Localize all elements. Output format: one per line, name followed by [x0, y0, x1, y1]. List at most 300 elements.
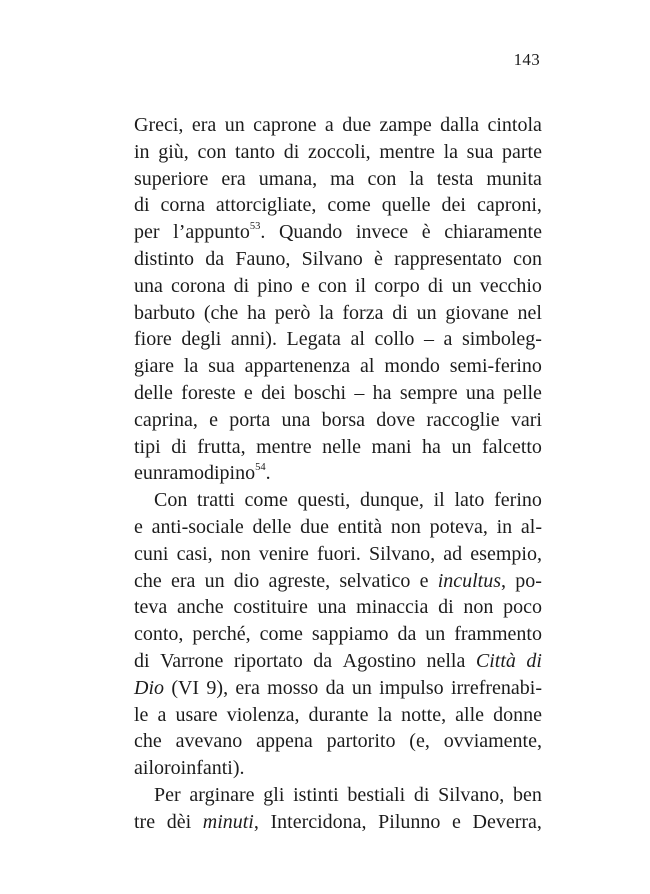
- text-fragment: donne: [493, 703, 542, 726]
- word: [428, 273, 444, 300]
- word: [134, 246, 194, 273]
- text-line: [134, 192, 542, 219]
- text-fragment: anti-sociale: [151, 515, 244, 538]
- word: [181, 380, 235, 407]
- text-fragment: questi,: [297, 489, 351, 512]
- text-fragment: Agostino: [342, 649, 416, 672]
- text-fragment: po-: [515, 569, 542, 592]
- word: [369, 541, 435, 568]
- text-fragment: appartenenza: [244, 355, 351, 378]
- text-fragment: rappresentato: [394, 247, 502, 270]
- word: [445, 300, 508, 327]
- text-fragment: .: [260, 221, 266, 244]
- text-fragment: anni).: [230, 328, 277, 351]
- text-fragment: di: [438, 596, 454, 619]
- word: [425, 621, 445, 648]
- word: [158, 139, 189, 166]
- text-fragment: pelle: [503, 381, 542, 404]
- text-fragment: dove: [376, 408, 416, 431]
- word: [380, 112, 432, 139]
- text-fragment: il: [433, 489, 445, 512]
- word: [270, 809, 366, 836]
- text-fragment: l’appunto: [173, 221, 250, 244]
- word: [373, 380, 392, 407]
- word: [282, 407, 311, 434]
- word: [197, 434, 245, 461]
- word: [171, 273, 225, 300]
- text-fragment: dei: [261, 381, 286, 404]
- word: [473, 809, 542, 836]
- word: [298, 487, 351, 514]
- text-fragment: di: [392, 301, 408, 324]
- word: [515, 568, 542, 595]
- word: [521, 514, 542, 541]
- footnote-ref: 54: [255, 461, 266, 473]
- text-fragment: pino: [257, 274, 293, 297]
- text-fragment: testa: [436, 167, 474, 190]
- italic-text: Città: [475, 649, 516, 672]
- word: [160, 648, 223, 675]
- text-fragment: la: [377, 703, 393, 726]
- word: [422, 434, 441, 461]
- word: [256, 728, 313, 755]
- text-fragment: dalla: [440, 114, 480, 136]
- text-fragment: chiaramente: [444, 221, 542, 244]
- footnote-ref: 53: [249, 220, 261, 232]
- word: [409, 166, 423, 193]
- text-fragment: una: [134, 274, 163, 297]
- text-fragment: un: [416, 301, 437, 324]
- text-fragment: umana,: [258, 167, 318, 190]
- text-fragment: sappiamo: [311, 623, 389, 646]
- text-fragment: ha: [247, 301, 266, 324]
- text-fragment: Deverra,: [472, 810, 542, 833]
- text-line: [134, 648, 542, 675]
- text-fragment: Fauno,: [235, 247, 291, 270]
- text-fragment: arginare: [189, 783, 255, 806]
- text-line: [134, 809, 542, 836]
- text-line: [134, 407, 542, 434]
- word: [451, 675, 542, 702]
- word: [175, 702, 217, 729]
- word: [167, 809, 191, 836]
- text-fragment: ai: [134, 757, 149, 780]
- text-fragment: caproni,: [476, 194, 542, 217]
- word: [327, 728, 396, 755]
- text-fragment: infanti).: [180, 757, 245, 780]
- text-fragment: non: [390, 515, 421, 538]
- word: [318, 594, 347, 621]
- text-fragment: vecchio: [479, 274, 542, 297]
- word: [253, 112, 316, 139]
- word: [259, 166, 317, 193]
- word: [486, 166, 542, 193]
- word: [205, 568, 225, 595]
- text-fragment: ,: [501, 569, 507, 592]
- text-line: [134, 755, 542, 782]
- word: [426, 407, 499, 434]
- word: [134, 300, 195, 327]
- text-fragment: era: [221, 167, 246, 190]
- text-fragment: giare: [134, 355, 174, 378]
- text-fragment: al-: [520, 515, 542, 538]
- word: [235, 675, 259, 702]
- text-fragment: superiore: [134, 167, 209, 190]
- text-fragment: corona: [171, 274, 226, 297]
- text-line: [134, 112, 542, 139]
- text-fragment: nella: [426, 649, 466, 672]
- text-fragment: conto,: [134, 623, 184, 646]
- word: [134, 407, 198, 434]
- text-fragment: parte: [502, 140, 542, 163]
- text-fragment: Legata: [286, 328, 341, 351]
- text-fragment: ferino: [494, 489, 542, 512]
- word: [134, 541, 168, 568]
- text-fragment: e: [134, 515, 143, 538]
- text-fragment: e: [134, 462, 143, 485]
- word: [181, 326, 221, 353]
- italic-text: Dio: [134, 676, 164, 699]
- word: [134, 755, 148, 782]
- word: [225, 112, 245, 139]
- text-fragment: in: [134, 140, 150, 163]
- text-fragment: poteva,: [429, 515, 488, 538]
- word: [319, 300, 333, 327]
- text-fragment: era: [191, 114, 217, 136]
- text-line: [134, 219, 542, 246]
- text-fragment: di: [233, 274, 250, 297]
- word: [352, 675, 372, 702]
- text-fragment: Pilunno: [378, 810, 441, 833]
- text-fragment: 9),: [206, 676, 229, 699]
- word: [372, 434, 412, 461]
- text-fragment: poco: [503, 596, 542, 619]
- text-line: [134, 675, 542, 702]
- word: [205, 246, 224, 273]
- italic-text: di: [526, 649, 542, 672]
- word: [450, 353, 542, 380]
- text-fragment: di: [203, 462, 220, 485]
- text-fragment: frutta,: [197, 435, 246, 458]
- word: [263, 782, 284, 809]
- word: [154, 782, 181, 809]
- word: [253, 514, 292, 541]
- text-fragment: e: [452, 810, 461, 833]
- word: [203, 809, 259, 836]
- word: [309, 702, 369, 729]
- word: [384, 353, 440, 380]
- word: [235, 246, 290, 273]
- word: [487, 112, 541, 139]
- text-line: [134, 514, 542, 541]
- text-fragment: la: [443, 140, 458, 163]
- text-fragment: un: [425, 623, 446, 646]
- word: [442, 192, 466, 219]
- text-fragment: da: [325, 676, 345, 699]
- word: [189, 782, 254, 809]
- text-fragment: mani: [371, 435, 412, 458]
- word: [322, 407, 365, 434]
- word: [161, 192, 205, 219]
- word: [409, 728, 430, 755]
- word: [261, 380, 285, 407]
- word: [477, 192, 542, 219]
- text-fragment: durante: [308, 703, 369, 726]
- text-fragment: forza: [342, 301, 384, 324]
- word: [209, 407, 218, 434]
- text-fragment: con: [513, 247, 542, 270]
- word: [154, 487, 187, 514]
- text-fragment: mentre: [379, 140, 435, 163]
- text-fragment: partorito: [326, 730, 396, 753]
- word: [247, 300, 266, 327]
- text-fragment: costituire: [233, 596, 308, 619]
- word: [367, 166, 396, 193]
- word: [513, 782, 542, 809]
- text-fragment: il: [354, 274, 367, 297]
- text-fragment: ha: [422, 435, 441, 458]
- text-fragment: gli: [263, 783, 285, 806]
- text-line: [134, 460, 542, 487]
- text-fragment: ad: [443, 542, 463, 565]
- text-fragment: Quando: [278, 221, 343, 244]
- text-line: [134, 487, 542, 514]
- word: [229, 407, 270, 434]
- word: [526, 648, 542, 675]
- word: [143, 460, 163, 487]
- text-fragment: mosso: [267, 676, 319, 699]
- text-fragment: Silvano,: [438, 783, 505, 806]
- word: [152, 514, 244, 541]
- text-fragment: a: [443, 328, 453, 351]
- word: [134, 326, 172, 353]
- word: [173, 219, 265, 246]
- text-fragment: Con: [154, 489, 188, 512]
- text-fragment: Varrone: [160, 649, 224, 672]
- word: [426, 648, 465, 675]
- word: [318, 273, 347, 300]
- text-fragment: delle: [134, 381, 173, 404]
- word: [171, 568, 195, 595]
- text-fragment: usare: [175, 703, 218, 726]
- text-fragment: zoccoli,: [307, 140, 371, 163]
- text-line: [134, 139, 542, 166]
- text-fragment: mondo: [384, 355, 440, 378]
- text-fragment: di: [134, 649, 150, 672]
- text-line: [134, 353, 542, 380]
- text-fragment: tratti: [197, 489, 235, 512]
- text-fragment: lato: [454, 489, 485, 512]
- word: [216, 192, 317, 219]
- text-fragment: con: [367, 167, 397, 190]
- word: [192, 112, 216, 139]
- text-fragment: ovviamente,: [443, 730, 542, 753]
- text-fragment: da: [397, 623, 417, 646]
- text-fragment: quelle: [381, 194, 431, 217]
- word: [197, 487, 235, 514]
- text-fragment: boschi: [293, 381, 347, 404]
- word: [279, 219, 342, 246]
- word: [440, 112, 479, 139]
- text-fragment: e: [419, 569, 429, 592]
- word: [494, 487, 542, 514]
- word: [134, 460, 143, 487]
- text-fragment: sempre: [399, 381, 458, 404]
- text-fragment: e: [209, 408, 218, 431]
- italic-text: incultus: [437, 569, 502, 592]
- word: [444, 326, 453, 353]
- word: [420, 568, 429, 595]
- word: [192, 621, 250, 648]
- text-fragment: una: [317, 596, 347, 619]
- word: [300, 514, 329, 541]
- word: [227, 702, 300, 729]
- text-fragment: e: [243, 381, 253, 404]
- word: [134, 621, 183, 648]
- text-fragment: ramo: [162, 462, 204, 485]
- text-fragment: in: [496, 515, 513, 538]
- word: [171, 434, 187, 461]
- word: [234, 648, 303, 675]
- text-fragment: al: [350, 328, 365, 351]
- text-fragment: corpo: [374, 274, 420, 297]
- text-fragment: con: [317, 274, 347, 297]
- word: [518, 300, 542, 327]
- word: [493, 702, 542, 729]
- text-fragment: distinto: [134, 247, 195, 270]
- word: [342, 300, 383, 327]
- text-fragment: giovane: [445, 301, 509, 324]
- text-line: [134, 246, 542, 273]
- word: [430, 514, 488, 541]
- text-fragment: foreste: [181, 381, 236, 404]
- text-fragment: di: [283, 140, 300, 163]
- word: [158, 702, 167, 729]
- text-fragment: perché,: [192, 623, 251, 646]
- text-fragment: a: [157, 703, 167, 726]
- word: [438, 782, 504, 809]
- text-fragment: pino: [219, 462, 256, 485]
- text-fragment: è: [421, 221, 431, 244]
- word: [134, 648, 150, 675]
- word: [443, 541, 462, 568]
- word: [356, 219, 408, 246]
- word: [322, 434, 361, 461]
- word: [438, 594, 454, 621]
- word: [482, 434, 542, 461]
- word: [287, 326, 341, 353]
- word: [360, 487, 424, 514]
- word: [317, 541, 361, 568]
- text-fragment: la: [319, 301, 334, 324]
- word: [256, 434, 312, 461]
- word: [221, 166, 245, 193]
- text-fragment: raccoglie: [426, 408, 500, 431]
- text-fragment: anche: [177, 596, 224, 619]
- text-fragment: riportato: [233, 649, 303, 672]
- word: [438, 568, 506, 595]
- text-fragment: un: [224, 114, 245, 136]
- word: [148, 755, 180, 782]
- word: [208, 353, 235, 380]
- word: [513, 246, 542, 273]
- word: [284, 139, 300, 166]
- text-fragment: agreste,: [268, 569, 331, 592]
- word: [343, 648, 416, 675]
- text-fragment: irrefrenabi-: [450, 676, 542, 699]
- text-fragment: dèi: [166, 810, 192, 833]
- word: [374, 273, 420, 300]
- text-fragment: di: [413, 783, 430, 806]
- text-fragment: –: [354, 381, 365, 404]
- word: [134, 568, 162, 595]
- word: [444, 139, 458, 166]
- word: [220, 460, 271, 487]
- text-fragment: non: [220, 542, 251, 565]
- word: [356, 594, 428, 621]
- text-fragment: un: [451, 274, 472, 297]
- word: [503, 594, 542, 621]
- text-fragment: esempio,: [470, 542, 542, 565]
- text-fragment: borsa: [321, 408, 365, 431]
- text-fragment: (e,: [409, 730, 430, 753]
- text-line: [134, 568, 542, 595]
- word: [463, 594, 493, 621]
- word: [502, 139, 542, 166]
- text-line: [134, 300, 542, 327]
- text-fragment: però: [274, 301, 311, 324]
- text-fragment: tipi: [134, 435, 161, 458]
- text-fragment: giù,: [158, 140, 189, 163]
- word: [338, 514, 382, 541]
- word: [470, 541, 542, 568]
- text-fragment: che: [134, 569, 162, 592]
- text-fragment: due: [342, 114, 372, 136]
- text-fragment: da: [313, 649, 333, 672]
- word: [452, 273, 472, 300]
- text-fragment: nelle: [322, 435, 362, 458]
- text-fragment: alle: [455, 703, 485, 726]
- text-fragment: barbuto: [134, 301, 196, 324]
- text-fragment: tre: [134, 810, 156, 833]
- text-fragment: impulso: [379, 676, 444, 699]
- text-fragment: porta: [229, 408, 271, 431]
- word: [422, 219, 431, 246]
- word: [414, 782, 430, 809]
- text-fragment: dunque,: [360, 489, 424, 512]
- word: [134, 219, 160, 246]
- word: [444, 219, 542, 246]
- text-fragment: teva: [134, 596, 168, 619]
- word: [176, 728, 243, 755]
- text-fragment: una: [281, 408, 311, 431]
- word: [134, 353, 174, 380]
- text-fragment: un: [204, 569, 225, 592]
- text-fragment: di: [134, 194, 150, 217]
- text-fragment: minaccia: [356, 596, 429, 619]
- word: [379, 675, 443, 702]
- text-fragment: di: [427, 274, 444, 297]
- word: [397, 621, 416, 648]
- text-fragment: corna: [160, 194, 205, 217]
- word: [134, 702, 148, 729]
- word: [134, 192, 150, 219]
- text-line: [134, 326, 542, 353]
- word: [134, 514, 143, 541]
- word: [424, 326, 434, 353]
- word: [401, 702, 446, 729]
- text-line: [134, 380, 542, 407]
